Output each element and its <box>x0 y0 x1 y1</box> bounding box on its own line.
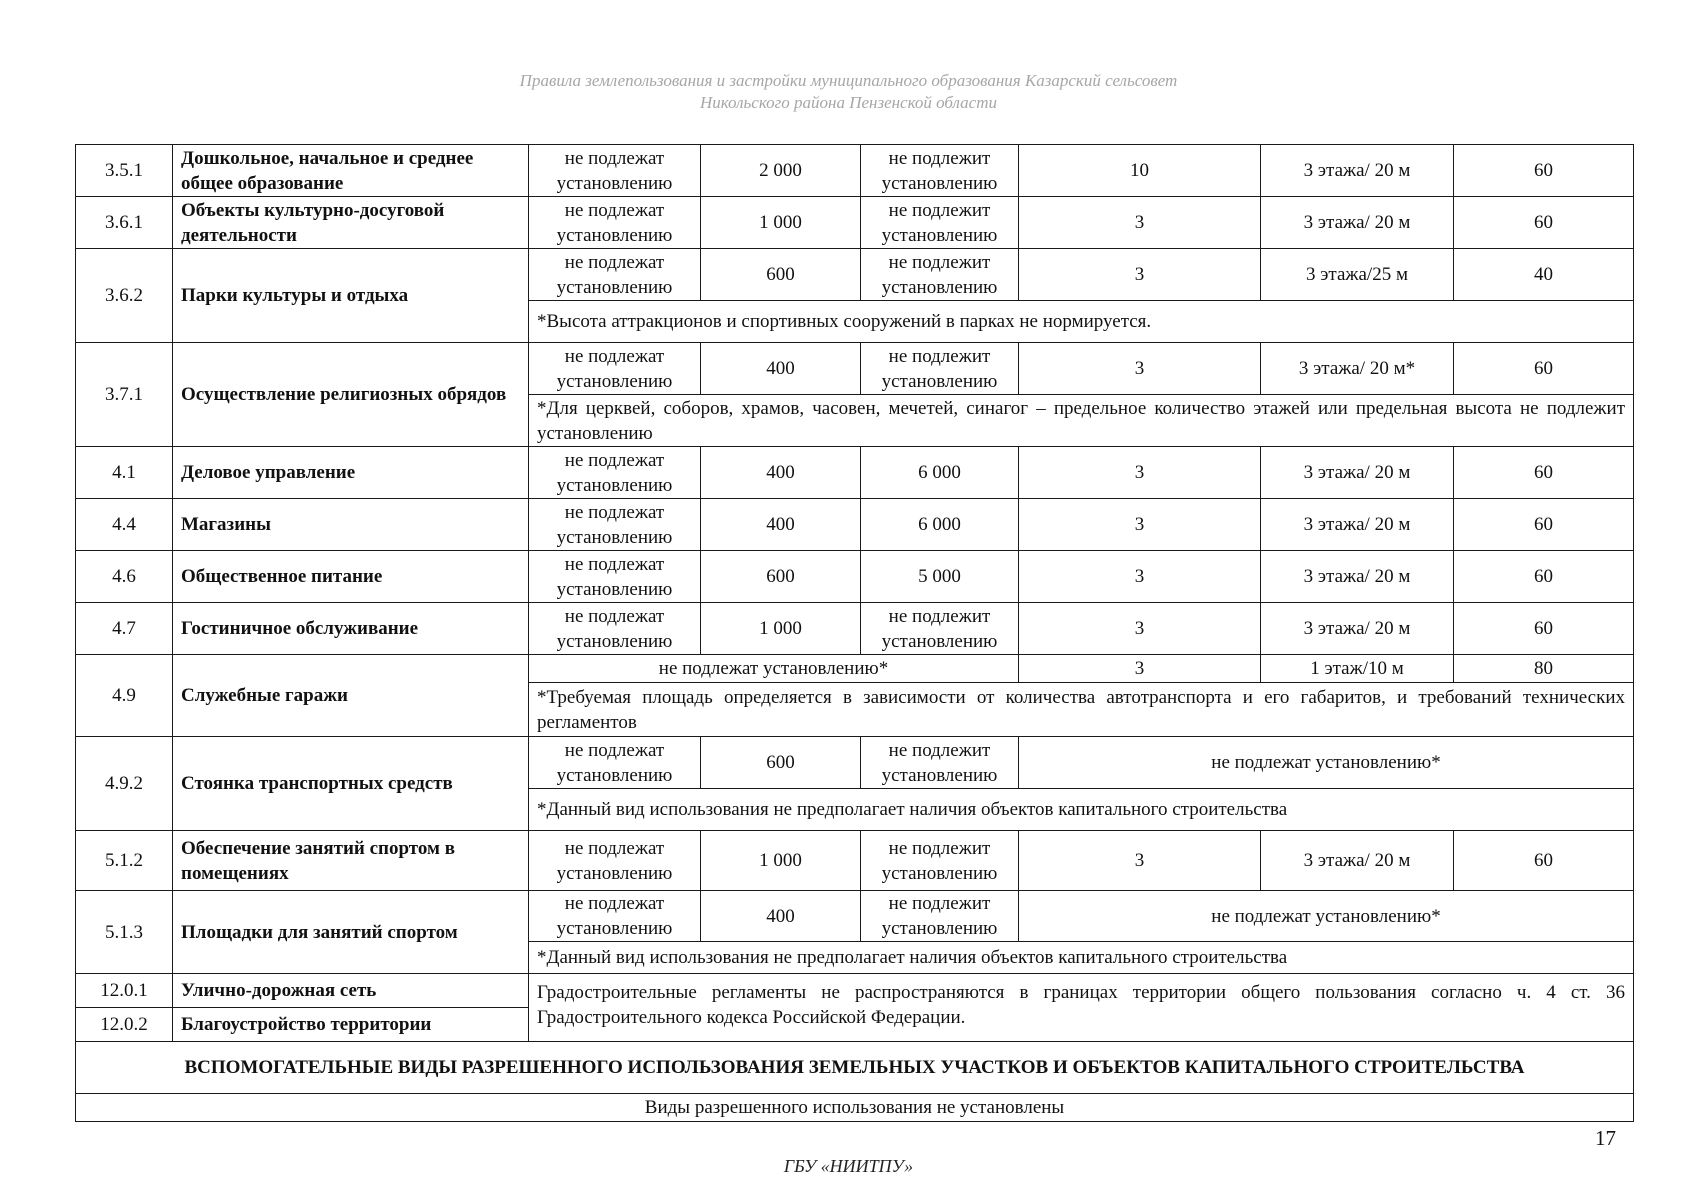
row-code: 5.1.3 <box>76 891 173 974</box>
table-row <box>76 603 1634 655</box>
cell-value: не подлежит установлению <box>861 197 1019 249</box>
cell-value: 400 <box>701 343 861 395</box>
table-row <box>76 197 1634 249</box>
row-code: 3.6.1 <box>76 197 173 249</box>
cell-value: 1 000 <box>701 197 861 249</box>
cell-value: 60 <box>1454 499 1634 551</box>
cell-value: 60 <box>1454 447 1634 499</box>
shared-note: Градостроительные регламенты не распространяются в границах территории общего пользования согласно ч. 4 ст. 36 Градостроительного кодекса Российской Федерации. <box>529 974 1634 1042</box>
table-row <box>76 551 1634 603</box>
cell-value: 3 <box>1019 343 1261 395</box>
cell-value: не подлежат установлению <box>529 737 701 789</box>
table-row <box>76 499 1634 551</box>
table-row <box>76 891 1634 942</box>
table-row <box>76 655 1634 683</box>
cell-value: 3 этажа/ 20 м <box>1261 499 1454 551</box>
table-row <box>76 249 1634 301</box>
row-code: 4.4 <box>76 499 173 551</box>
cell-value: 400 <box>701 447 861 499</box>
cell-value: 60 <box>1454 831 1634 891</box>
cell-value: не подлежат установлению* <box>1019 891 1634 942</box>
cell-value: 600 <box>701 551 861 603</box>
cell-value: 400 <box>701 499 861 551</box>
cell-value: не подлежат установлению <box>529 343 701 395</box>
cell-value: 60 <box>1454 343 1634 395</box>
row-note: *Высота аттракционов и спортивных сооружений в парках не нормируется. <box>529 301 1634 343</box>
table-row <box>76 343 1634 395</box>
cell-value: не подлежит установлению <box>861 343 1019 395</box>
row-code: 12.0.2 <box>76 1008 173 1042</box>
row-code: 4.7 <box>76 603 173 655</box>
row-name: Магазины <box>173 499 529 551</box>
table-row <box>76 831 1634 891</box>
cell-value: не подлежат установлению* <box>1019 737 1634 789</box>
row-note: *Для церквей, соборов, храмов, часовен, мечетей, синагог – предельное количество этажей или предельная высота не подлежит установлению <box>529 395 1634 447</box>
cell-value: 3 этажа/ 20 м <box>1261 447 1454 499</box>
cell-value: 10 <box>1019 145 1261 197</box>
row-code: 4.9.2 <box>76 737 173 831</box>
header-line-2: Никольского района Пензенской области <box>699 93 998 112</box>
page-number: 17 <box>1595 1126 1616 1150</box>
cell-value: не подлежат установлению* <box>529 655 1019 683</box>
row-code: 3.5.1 <box>76 145 173 197</box>
row-code: 5.1.2 <box>76 831 173 891</box>
cell-value: не подлежат установлению <box>529 447 701 499</box>
cell-value: не подлежат установлению <box>529 603 701 655</box>
header-line-1: Правила землепользования и застройки муниципального образования Казарский сельсовет <box>519 71 1178 90</box>
cell-value: не подлежат установлению <box>529 891 701 942</box>
cell-value: 3 этажа/25 м <box>1261 249 1454 301</box>
cell-value: 5 000 <box>861 551 1019 603</box>
cell-value: 3 <box>1019 603 1261 655</box>
section-row <box>76 1042 1634 1094</box>
cell-value: 3 этажа/ 20 м <box>1261 603 1454 655</box>
cell-value: 40 <box>1454 249 1634 301</box>
cell-value: 3 этажа/ 20 м <box>1261 197 1454 249</box>
cell-value: 1 000 <box>701 831 861 891</box>
cell-value: 600 <box>701 249 861 301</box>
cell-value: не подлежат установлению <box>529 551 701 603</box>
row-code: 3.6.2 <box>76 249 173 343</box>
cell-value: 1 этаж/10 м <box>1261 655 1454 683</box>
cell-value: 80 <box>1454 655 1634 683</box>
row-name: Улично-дорожная сеть <box>173 974 529 1008</box>
cell-value: 3 <box>1019 249 1261 301</box>
cell-value: 60 <box>1454 197 1634 249</box>
row-code: 12.0.1 <box>76 974 173 1008</box>
table-row <box>76 447 1634 499</box>
row-name: Служебные гаражи <box>173 655 529 737</box>
cell-value: 600 <box>701 737 861 789</box>
row-name: Дошкольное, начальное и среднее общее образование <box>173 145 529 197</box>
cell-value: 60 <box>1454 551 1634 603</box>
row-name: Осуществление религиозных обрядов <box>173 343 529 447</box>
cell-value: не подлежит установлению <box>861 249 1019 301</box>
table-row <box>76 974 1634 1008</box>
running-header <box>0 70 1697 114</box>
cell-value: 3 этажа/ 20 м* <box>1261 343 1454 395</box>
row-note: *Требуемая площадь определяется в зависимости от количества автотранспорта и его габаритов, и требований технических регламентов <box>529 683 1634 737</box>
row-code: 3.7.1 <box>76 343 173 447</box>
regulations-table <box>75 144 1634 1122</box>
cell-value: не подлежит установлению <box>861 145 1019 197</box>
cell-value: не подлежит установлению <box>861 891 1019 942</box>
row-note: *Данный вид использования не предполагает наличия объектов капитального строительства <box>529 789 1634 831</box>
row-code: 4.1 <box>76 447 173 499</box>
cell-value: 6 000 <box>861 447 1019 499</box>
row-note: *Данный вид использования не предполагает наличия объектов капитального строительства <box>529 942 1634 974</box>
row-name: Парки культуры и отдыха <box>173 249 529 343</box>
cell-value: не подлежат установлению <box>529 831 701 891</box>
section-text-row <box>76 1094 1634 1122</box>
section-text: Виды разрешенного использования не установлены <box>76 1094 1634 1122</box>
row-name: Общественное питание <box>173 551 529 603</box>
cell-value: 60 <box>1454 603 1634 655</box>
cell-value: не подлежит установлению <box>861 831 1019 891</box>
cell-value: 6 000 <box>861 499 1019 551</box>
table-row <box>76 737 1634 789</box>
cell-value: 3 этажа/ 20 м <box>1261 831 1454 891</box>
cell-value: не подлежит установлению <box>861 737 1019 789</box>
row-name: Объекты культурно-досуговой деятельности <box>173 197 529 249</box>
row-name: Площадки для занятий спортом <box>173 891 529 974</box>
row-name: Гостиничное обслуживание <box>173 603 529 655</box>
row-name: Деловое управление <box>173 447 529 499</box>
cell-value: не подлежат установлению <box>529 145 701 197</box>
cell-value: 3 <box>1019 197 1261 249</box>
cell-value: не подлежат установлению <box>529 197 701 249</box>
table-row <box>76 145 1634 197</box>
cell-value: 3 <box>1019 655 1261 683</box>
cell-value: 3 <box>1019 499 1261 551</box>
cell-value: 3 этажа/ 20 м <box>1261 145 1454 197</box>
cell-value: 3 <box>1019 447 1261 499</box>
cell-value: 2 000 <box>701 145 861 197</box>
cell-value: 3 <box>1019 551 1261 603</box>
cell-value: 60 <box>1454 145 1634 197</box>
row-name: Обеспечение занятий спортом в помещениях <box>173 831 529 891</box>
page-footer: ГБУ «НИИТПУ» <box>783 1156 914 1176</box>
row-code: 4.9 <box>76 655 173 737</box>
cell-value: 1 000 <box>701 603 861 655</box>
cell-value: не подлежат установлению <box>529 249 701 301</box>
row-name: Благоустройство территории <box>173 1008 529 1042</box>
row-code: 4.6 <box>76 551 173 603</box>
row-name: Стоянка транспортных средств <box>173 737 529 831</box>
section-title: ВСПОМОГАТЕЛЬНЫЕ ВИДЫ РАЗРЕШЕННОГО ИСПОЛЬЗОВАНИЯ ЗЕМЕЛЬНЫХ УЧАСТКОВ И ОБЪЕКТОВ КАПИТАЛЬНОГО СТРОИТЕЛЬСТВА <box>76 1042 1634 1094</box>
cell-value: не подлежит установлению <box>861 603 1019 655</box>
cell-value: 3 этажа/ 20 м <box>1261 551 1454 603</box>
cell-value: 3 <box>1019 831 1261 891</box>
cell-value: 400 <box>701 891 861 942</box>
cell-value: не подлежат установлению <box>529 499 701 551</box>
